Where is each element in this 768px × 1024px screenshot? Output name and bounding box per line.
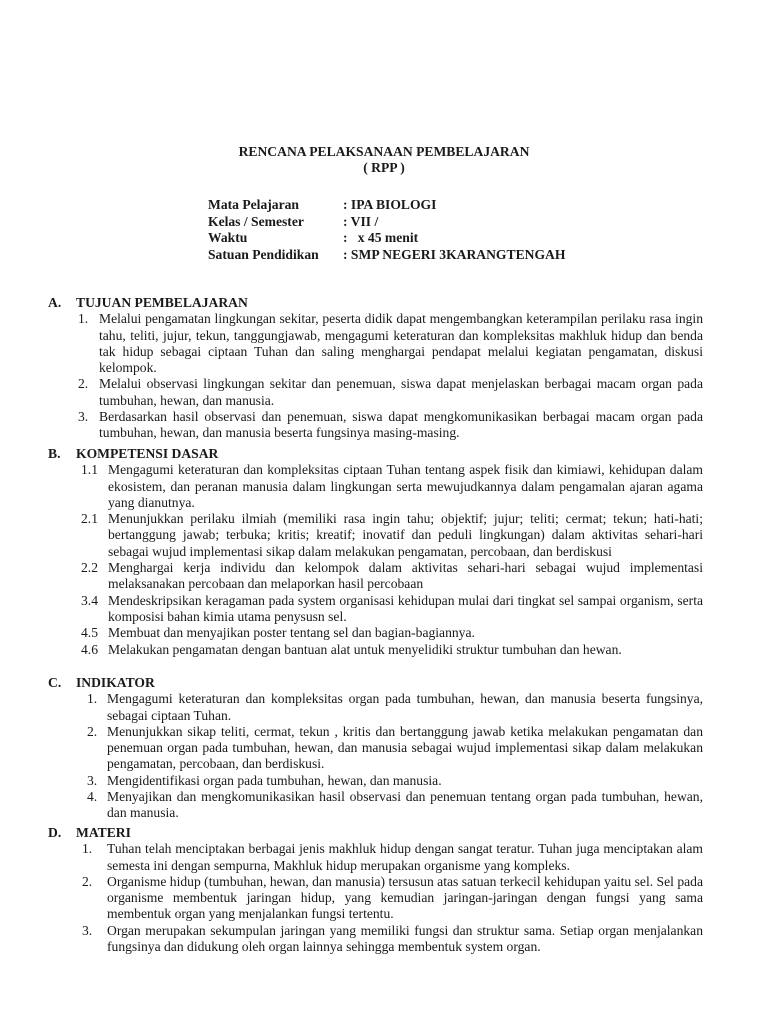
section-title: MATERI [76, 825, 131, 840]
item-number: 3. [87, 772, 98, 788]
item-text: Organisme hidup (tumbuhan, hewan, dan manusia) tersusun atas satuan terkecil kehidupan yaitu sel. Sel pada organisme membentuk jaringan hidup, yang kemudian jaringan-jaringan dengan fungsi yang sama membentuk organ yang menjalankan fungsi tertentu. [107, 873, 703, 922]
section-heading [48, 825, 703, 841]
item-text: Mengagumi keteraturan dan kompleksitas ciptaan Tuhan tentang aspek fisik dan kimiawi, kehidupan dalam ekosistem, dan peranan manusia dalam lingkungan serta mewujudkannya dalam pengamalan ajaran agama yang dianutnya. [108, 462, 703, 510]
list-item [48, 625, 703, 641]
info-value: : SMP NEGERI 3KARANGTENGAH [343, 247, 566, 263]
item-number: 2. [82, 873, 93, 889]
list-item [48, 724, 703, 773]
section-letter: D. [48, 825, 62, 840]
item-text: Mengidentifikasi organ pada tumbuhan, hewan, dan manusia. [107, 772, 442, 788]
list-item [48, 560, 703, 593]
section-title: TUJUAN PEMBELAJARAN [76, 295, 248, 310]
section-heading [48, 446, 703, 462]
item-number: 2. [78, 376, 89, 392]
info-row [208, 230, 608, 247]
item-text: Mengagumi keteraturan dan kompleksitas organ pada tumbuhan, hewan, dan manusia beserta fungsinya, sebagai ciptaan Tuhan. [107, 691, 703, 723]
item-text: Berdasarkan hasil observasi dan penemuan, siswa dapat mengkomunikasikan berbagai macam organ pada tumbuhan, hewan, dan manusia beserta fungsinya masing-masing. [99, 409, 703, 441]
list-item [48, 462, 703, 511]
section-title: KOMPETENSI DASAR [76, 446, 219, 461]
section-letter: C. [48, 675, 62, 690]
item-text: Menyajikan dan mengkomunikasikan hasil observasi dan penemuan tentang organ pada tumbuhan, hewan, dan manusia. [107, 789, 703, 821]
list-item [48, 376, 703, 409]
item-number: 4. [87, 789, 98, 805]
document-title: RENCANA PELAKSANAAN PEMBELAJARAN [238, 144, 530, 159]
item-number: 1. [78, 311, 89, 327]
section-title: INDIKATOR [76, 675, 155, 690]
item-number: 2.1 [81, 511, 98, 527]
info-row [208, 197, 608, 214]
item-number: 3.4 [81, 592, 98, 608]
list-item [48, 874, 703, 923]
item-number: 1. [82, 841, 93, 857]
item-number: 1.1 [81, 462, 98, 478]
list-item [48, 773, 703, 789]
item-number: 2.2 [81, 560, 98, 576]
list-item [48, 691, 703, 724]
item-text: Menghargai kerja individu dan kelompok dalam aktivitas sehari-hari sebagai wujud implementasi melaksanakan percobaan dan melaporkan hasil percobaan [108, 560, 703, 592]
list-item [48, 311, 703, 376]
section-materi [48, 825, 703, 955]
item-number: 4.6 [81, 641, 98, 657]
info-value: : IPA BIOLOGI [343, 197, 437, 212]
info-value: : VII / [343, 213, 379, 229]
list-item [48, 642, 703, 658]
item-number: 2. [87, 723, 98, 739]
list-item [48, 511, 703, 560]
section-letter: A. [48, 295, 62, 310]
list-item [48, 923, 703, 956]
item-text: Melakukan pengamatan dengan bantuan alat untuk menyelidiki struktur tumbuhan dan hewan. [108, 641, 622, 657]
item-text: Menunjukkan sikap teliti, cermat, tekun , kritis dan bertanggung jawab ketika melakukan pengamatan dan penemuan organ pada tumbuhan, hewan, dan manusia sebagai wujud implementasi sikap dalam melakukan pengamatan, percobaan, dan berdiskusi. [107, 723, 703, 772]
item-text: Melalui pengamatan lingkungan sekitar, peserta didik dapat mengembangkan keterampilan perilaku rasa ingin tahu, teliti, jujur, tekun, tanggungjawab, mengagumi keteraturan dan kompleksitas makhluk hidup dan benda tak hidup sebagai ciptaan Tuhan dan saling menghargai pendapat melalui kegiatan pengamatan, diskusi kelompok. [99, 311, 703, 376]
info-table [208, 197, 608, 264]
list-item [48, 789, 703, 822]
item-number: 3. [78, 409, 89, 425]
section-indikator [48, 675, 703, 822]
document-subtitle: ( RPP ) [363, 160, 405, 175]
info-value: : x 45 menit [343, 230, 419, 246]
info-label: Waktu [208, 230, 248, 246]
item-text: Melalui observasi lingkungan sekitar dan penemuan, siswa dapat menjelaskan berbagai macam organ pada tumbuhan, hewan, dan manusia. [99, 376, 703, 408]
list-item [48, 841, 703, 874]
item-number: 4.5 [81, 625, 98, 641]
item-number: 1. [87, 691, 98, 707]
item-number: 3. [82, 922, 93, 938]
list-item [48, 593, 703, 626]
info-label: Kelas / Semester [208, 213, 304, 229]
info-label: Satuan Pendidikan [208, 247, 319, 263]
item-text: Mendeskripsikan keragaman pada system organisasi kehidupan mulai dari tingkat sel sampai organism, serta komposisi bahan kimia utama penysusn sel. [108, 592, 703, 624]
item-text: Organ merupakan sekumpulan jaringan yang memiliki fungsi dan struktur sama. Setiap organ menjalankan fungsinya dan didukung oleh organ lainnya sehingga membentuk system organ. [107, 922, 703, 955]
section-kompetensi-dasar [48, 446, 703, 658]
item-text: Tuhan telah menciptakan berbagai jenis makhluk hidup dengan sangat teratur. Tuhan juga menciptakan alam semesta ini dengan sempurna, Makhluk hidup merupakan organisme yang kompleks. [107, 841, 703, 873]
info-row [208, 247, 608, 264]
section-letter: B. [48, 446, 61, 461]
section-heading [48, 675, 703, 691]
info-label: Mata Pelajaran [208, 197, 299, 212]
section-heading [48, 295, 703, 311]
section-tujuan [48, 295, 703, 442]
list-item [48, 409, 703, 442]
info-row [208, 214, 608, 231]
item-text: Membuat dan menyajikan poster tentang sel dan bagian-bagiannya. [108, 625, 475, 641]
item-text: Menunjukkan perilaku ilmiah (memiliki rasa ingin tahu; objektif; jujur; teliti; cermat; tekun; hati-hati; bertanggung jawab; terbuka; kritis; kreatif; inovatif dan peduli lingkungan) dalam aktivitas sehari-hari sebagai wujud implementasi sikap dalam melakukan pengamatan, percobaan, dan berdiskusi [108, 511, 703, 559]
